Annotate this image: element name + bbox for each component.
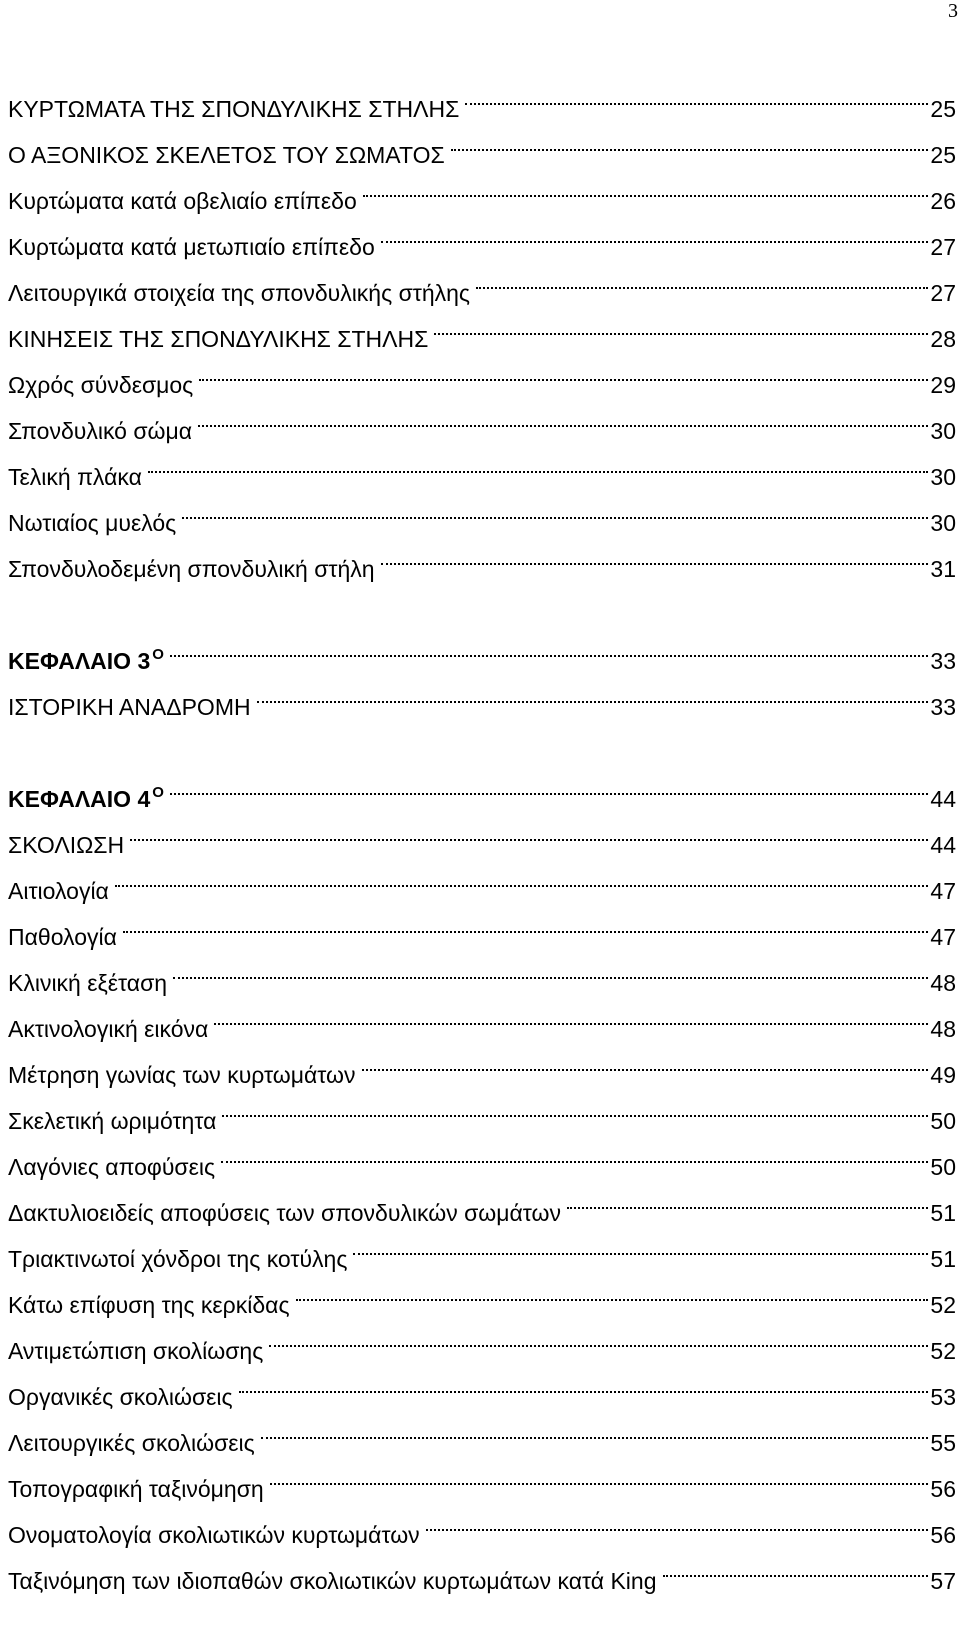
dot-leader [363, 163, 929, 209]
toc-page-number: 51 [930, 1200, 956, 1226]
toc-page-number: 49 [930, 1062, 956, 1088]
toc-entry-title-text: Νωτιαίος μυελός [8, 510, 177, 536]
toc-entry[interactable] [8, 807, 956, 858]
dot-leader [296, 1267, 929, 1313]
toc-chapter-heading[interactable] [8, 623, 956, 674]
dot-leader [381, 531, 929, 577]
toc-page-number: 44 [930, 832, 956, 858]
dot-leader [239, 1359, 929, 1405]
dot-leader [173, 945, 928, 991]
toc-entry-title-text: Ακτινολογική εικόνα [8, 1016, 209, 1042]
dot-leader [222, 1083, 928, 1129]
dot-leader [353, 1221, 928, 1267]
dot-leader [270, 1451, 929, 1497]
toc-entry-title [8, 1420, 255, 1466]
toc-entry-title [8, 1144, 215, 1190]
toc-entry-title [8, 86, 459, 132]
toc-chapter-heading[interactable] [8, 761, 956, 812]
toc-page-number: 53 [930, 1384, 956, 1410]
toc-page-number: 52 [930, 1292, 956, 1318]
toc-entry-title [8, 1512, 420, 1558]
toc-entry-title-text: Σπονδυλοδεμένη σπονδυλική στήλη [8, 556, 375, 582]
toc-page-number: 28 [930, 326, 956, 352]
toc-entry-title-text: ΣΚΟΛΙΩΣΗ [8, 832, 125, 858]
toc-entry-title [8, 1558, 657, 1604]
toc-entry-title [8, 1006, 208, 1052]
toc-entry-title-text: Αντιμετώπιση σκολίωσης [8, 1338, 264, 1364]
toc-entry-title-text: Τοπογραφική ταξινόμηση [8, 1476, 264, 1502]
toc-entry-title [8, 868, 109, 914]
toc-entry-title [8, 914, 117, 960]
toc-entry-title [8, 224, 375, 270]
dot-leader [476, 255, 928, 301]
toc-entry[interactable] [8, 439, 956, 490]
dot-leader [123, 899, 929, 945]
toc-entry-title-text: Κάτω επίφυση της κερκίδας [8, 1292, 290, 1318]
toc-entry-title-text: ΚΙΝΗΣΕΙΣ ΤΗΣ ΣΠΟΝΔΥΛΙΚΗΣ ΣΤΗΛΗΣ [8, 326, 429, 352]
toc-entry-title-text: Οργανικές σκολιώσεις [8, 1384, 233, 1410]
toc-page-number: 27 [930, 280, 956, 306]
dot-leader [269, 1313, 928, 1359]
toc-entry-title [8, 684, 251, 730]
toc-page-number: 29 [930, 372, 956, 398]
toc-page-number: 55 [930, 1430, 956, 1456]
chapter-ordinal-superscript: Ο [152, 646, 164, 663]
toc-entry[interactable] [8, 899, 956, 950]
dot-leader [434, 301, 928, 347]
toc-entry-title-text: Ο ΑΞΟΝΙΚΟΣ ΣΚΕΛΕΤΟΣ ΤΟΥ ΣΩΜΑΤΟΣ [8, 142, 445, 168]
toc-entry-title-text: ΚΕΦΑΛΑΙΟ 4 [8, 786, 151, 812]
dot-leader [130, 807, 928, 853]
toc-page-number: 25 [930, 142, 956, 168]
toc-entry-title-text: Κυρτώματα κατά οβελιαίο επίπεδο [8, 188, 357, 214]
page-number: 3 [948, 0, 958, 22]
toc-entry-title-text: ΚΥΡΤΩΜΑΤΑ ΤΗΣ ΣΠΟΝΔΥΛΙΚΗΣ ΣΤΗΛΗΣ [8, 96, 460, 122]
toc-page-number: 30 [930, 510, 956, 536]
toc-page-number: 52 [930, 1338, 956, 1364]
toc-page-number: 50 [930, 1108, 956, 1134]
toc-entry-title-text: Τριακτινωτοί χόνδροι της κοτύλης [8, 1246, 348, 1272]
toc-entry-title-text: Σπονδυλικό σώμα [8, 418, 193, 444]
dot-leader [170, 623, 929, 669]
toc-page-number: 48 [930, 970, 956, 996]
toc-entry-title [8, 1098, 216, 1144]
toc-page-number: 57 [930, 1568, 956, 1594]
dot-leader [214, 991, 928, 1037]
toc-entry-title-text: Μέτρηση γωνίας των κυρτωμάτων [8, 1062, 356, 1088]
dot-leader [182, 485, 928, 531]
toc-entry-title [8, 1374, 233, 1420]
toc-page-number: 56 [930, 1476, 956, 1502]
toc-entry-title-text: Ταξινόμηση των ιδιοπαθών σκολιωτικών κυρτωμάτων κατά King [8, 1568, 657, 1594]
dot-leader [362, 1037, 929, 1083]
toc-page-number: 51 [930, 1246, 956, 1272]
toc-entry[interactable] [8, 945, 956, 996]
toc-page-number: 25 [930, 96, 956, 122]
dot-leader [381, 209, 929, 255]
toc-page-number: 50 [930, 1154, 956, 1180]
dot-leader [426, 1497, 929, 1543]
toc-entry-title-text: Τελική πλάκα [8, 464, 142, 490]
toc-page-number: 47 [930, 878, 956, 904]
toc-entry-title [8, 546, 375, 592]
toc-page-number: 56 [930, 1522, 956, 1548]
toc-page-number: 31 [930, 556, 956, 582]
toc-entry-title-text: Ωχρός σύνδεσμος [8, 372, 194, 398]
toc-entry-title [8, 500, 176, 546]
dot-leader [663, 1543, 929, 1589]
toc-page-number: 44 [930, 786, 956, 812]
dot-leader [198, 393, 928, 439]
toc-entry-title [8, 638, 164, 684]
toc-entry-title-text: Παθολογία [8, 924, 117, 950]
toc-entry-title-text: Δακτυλιοειδείς αποφύσεις των σπονδυλικών σωμάτων [8, 1200, 561, 1226]
toc-page-number: 48 [930, 1016, 956, 1042]
toc-entry-title-text: Λαγόνιες αποφύσεις [8, 1154, 216, 1180]
dot-leader [465, 71, 928, 117]
toc-entry-title-text: Κυρτώματα κατά μετωπιαίο επίπεδο [8, 234, 375, 260]
toc-entry-title-text: Ονοματολογία σκολιωτικών κυρτωμάτων [8, 1522, 420, 1548]
table-of-contents [8, 71, 956, 1594]
toc-entry-title [8, 362, 193, 408]
toc-entry-title [8, 178, 357, 224]
toc-page-number: 26 [930, 188, 956, 214]
toc-page-number: 27 [930, 234, 956, 260]
dot-leader [199, 347, 928, 393]
toc-entry-title-text: ΙΣΤΟΡΙΚΗ ΑΝΑΔΡΟΜΗ [8, 694, 251, 720]
toc-entry-title-text: ΚΕΦΑΛΑΙΟ 3 [8, 648, 151, 674]
toc-entry-title [8, 1328, 263, 1374]
toc-entry-title [8, 960, 167, 1006]
toc-entry-title [8, 1466, 264, 1512]
toc-entry[interactable] [8, 71, 956, 122]
toc-entry-title-text: Λειτουργικές σκολιώσεις [8, 1430, 255, 1456]
toc-entry-title [8, 1282, 290, 1328]
dot-leader [451, 117, 929, 163]
toc-entry-title-text: Κλινική εξέταση [8, 970, 168, 996]
toc-entry-title-text: Αιτιολογία [8, 878, 109, 904]
toc-entry-title [8, 822, 124, 868]
dot-leader [261, 1405, 929, 1451]
dot-leader [221, 1129, 928, 1175]
dot-leader [115, 853, 929, 899]
toc-entry-title [8, 454, 142, 500]
toc-entry[interactable] [8, 485, 956, 536]
toc-page-number: 30 [930, 464, 956, 490]
dot-leader [567, 1175, 928, 1221]
dot-leader [148, 439, 929, 485]
toc-page-number: 30 [930, 418, 956, 444]
toc-page-number: 47 [930, 924, 956, 950]
toc-page-number: 33 [930, 694, 956, 720]
dot-leader [257, 669, 929, 715]
toc-entry-title [8, 270, 470, 316]
toc-entry[interactable] [8, 853, 956, 904]
toc-page-number: 33 [930, 648, 956, 674]
toc-entry-title-text: Σκελετική ωριμότητα [8, 1108, 217, 1134]
toc-entry-title-text: Λειτουργικά στοιχεία της σπονδυλικής στήλης [8, 280, 471, 306]
dot-leader [170, 761, 929, 807]
chapter-ordinal-superscript: Ο [152, 784, 164, 801]
